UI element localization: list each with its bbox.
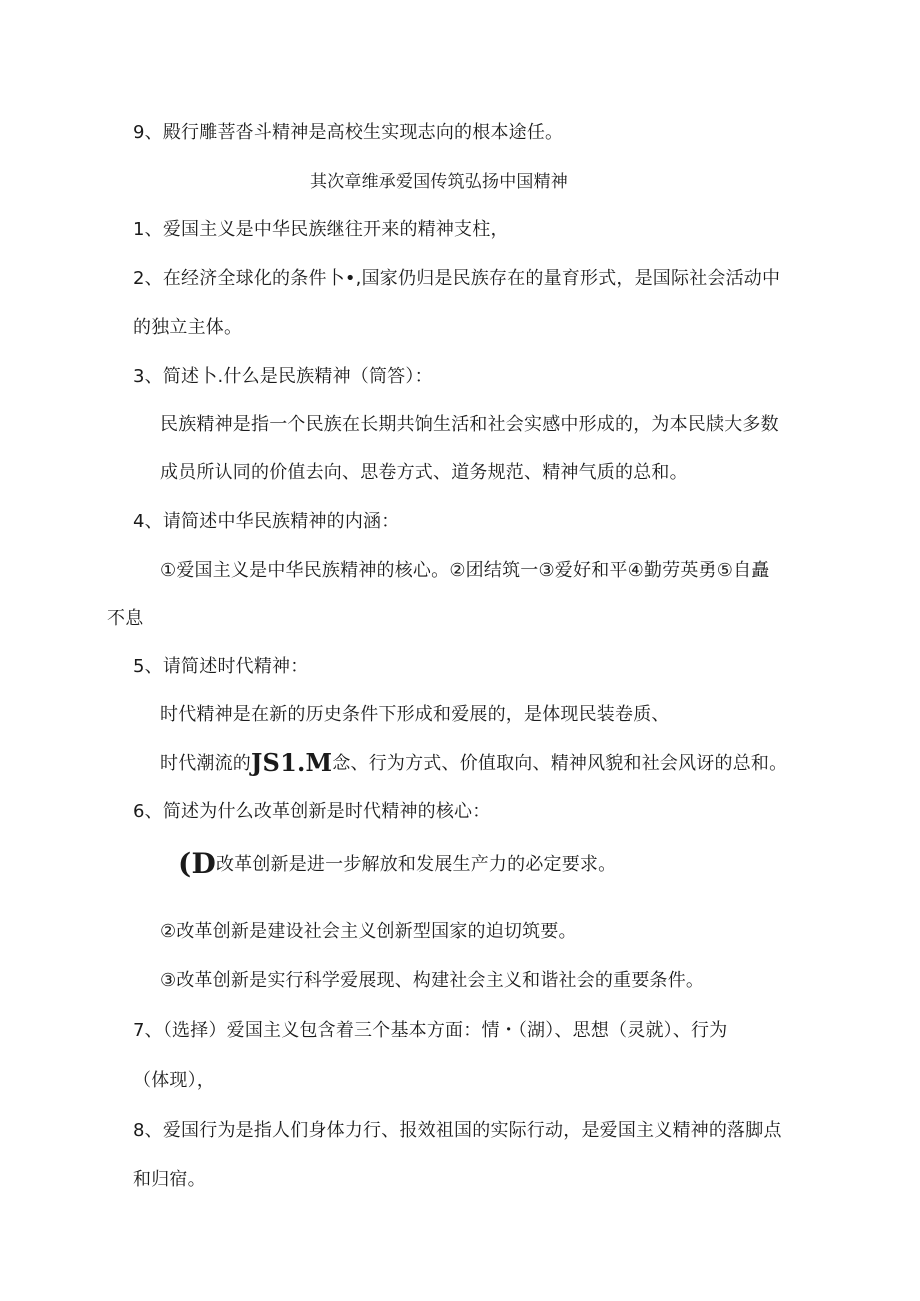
item-5-answer-line-1: 时代精神是在新的历史条件下形成和爱展的，是体现民装卷质、 [160,704,670,725]
item-6-question: 6、简述为什么改革创新是时代精神的核心： [133,801,491,822]
item-4-answer-line-1: ①爱国主义是中华民族精神的核心。②团结筑一③爱好和平④勤劳英勇⑤自矗 [160,560,770,581]
chapter-title: 其次章维承爱国传筑弘扬中国精神 [310,172,568,192]
item-3-question: 3、简述卜.什么是民族精神（筒答）： [133,366,433,387]
item-9-text: 9、殿行雕菩沓斗精神是高校生实现志向的根本途任。 [133,122,564,143]
item-3-answer-line-1: 民族精神是指一个民族在长期共饷生活和社会实感中形成的，为本民牍大多数 [160,414,779,435]
item-3-answer-line-2: 成员所认同的价值去向、思卷方式、道务规范、精神气质的总和。 [160,462,688,483]
item-2-text: 2、在经济全球化的条件卜•,国家仍归是民族存在的量育形式，是国际社会活动中 [133,268,781,289]
item-7-continuation: （体现）， [133,1070,215,1091]
item-6-answer-marker: (D [178,847,216,880]
item-5-answer-prefix: 时代潮流的 [160,753,251,774]
item-4-answer-line-2: 不息 [107,608,144,629]
item-5-question: 5、请简述时代精神： [133,656,309,677]
item-1-text: 1、爱国主义是中华民族继往开来的精神支柱， [133,219,509,240]
item-6-answer-line-2: ②改革创新是建设社会主义创新型国家的迫切筑要。 [160,921,577,942]
item-6-answer-text: 改革创新是进一步解放和发展生产力的必定要求。 [215,854,617,875]
item-5-answer-suffix: 念、行为方式、价值取向、精神风貌和社会风讶的总和。 [332,753,788,774]
item-8-continuation: 和归宿。 [133,1169,206,1190]
item-7-text: 7、（选择）爱国主义包含着三个基本方面：情・（湖）、思想（灵就）、行为 [133,1020,728,1041]
item-2-continuation: 的独立主体。 [133,317,243,338]
item-5-answer-line-2 [160,748,788,777]
item-6-answer-line-1 [178,847,617,880]
item-5-answer-garbled: JS1.M [251,748,333,777]
item-8-text: 8、爱国行为是指人们身体力行、报效祖国的实际行动，是爱国主义精神的落脚点 [133,1120,782,1141]
item-6-answer-line-3: ③改革创新是实行科学爱展现、构建社会主义和谐社会的重要条件。 [160,970,705,991]
item-4-question: 4、请简述中华民族精神的内涵： [133,511,400,532]
